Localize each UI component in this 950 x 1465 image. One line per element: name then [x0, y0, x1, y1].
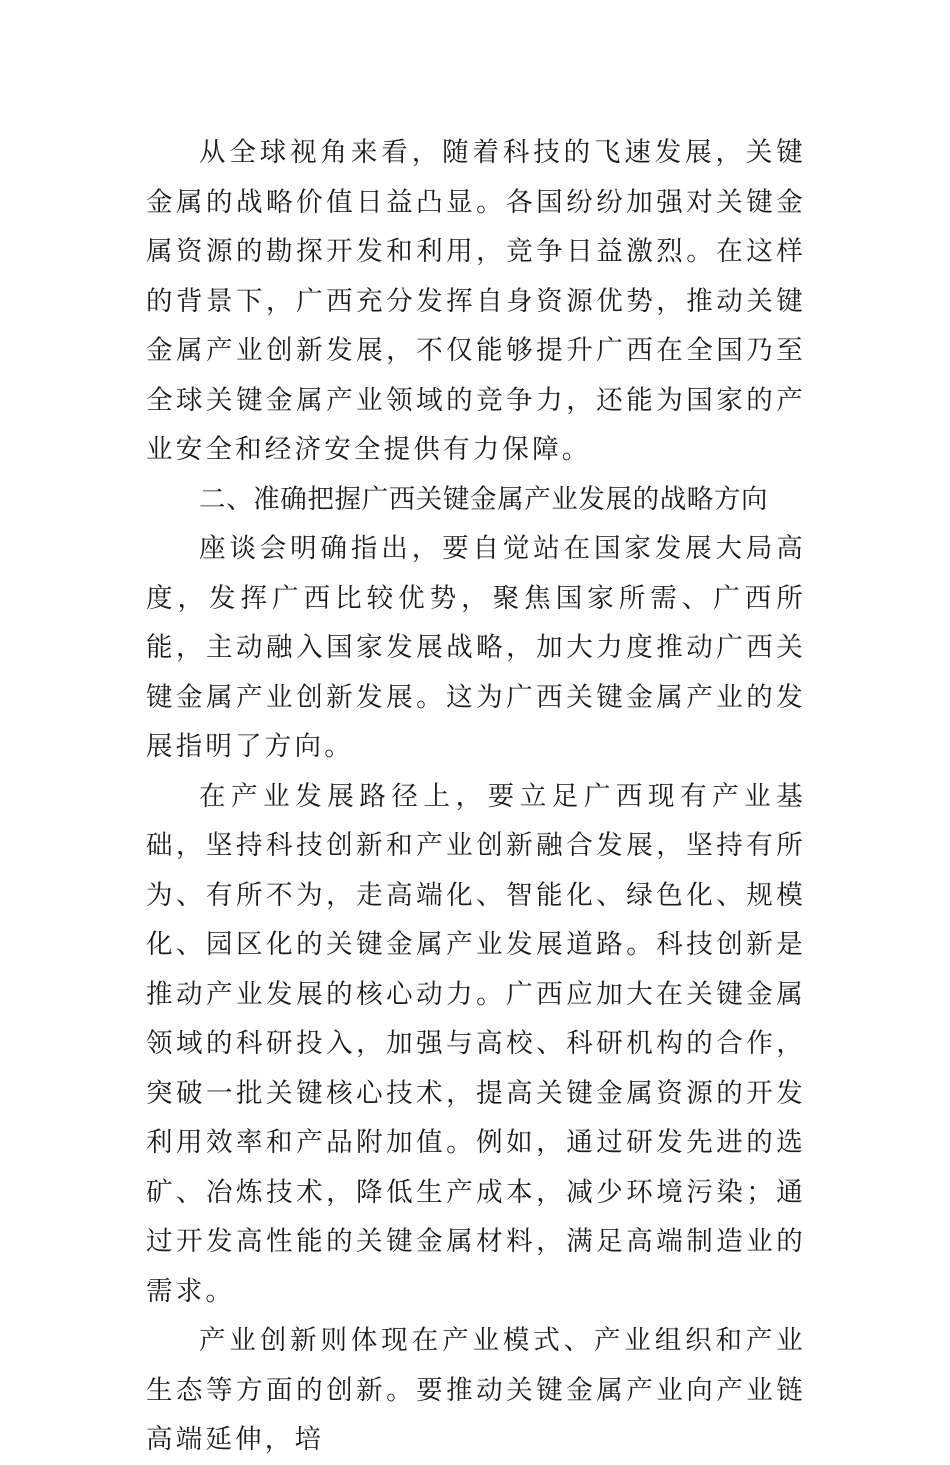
paragraph-industrial-innovation: 产业创新则体现在产业模式、产业组织和产业生态等方面的创新。要推动关键金属产业向产业链高端延伸，培 [146, 1325, 806, 1455]
paragraph-global-perspective: 从全球视角来看，随着科技的飞速发展，关键金属的战略价值日益凸显。各国纷纷加强对关键金属资源的勘探开发和利用，竞争日益激烈。在这样的背景下，广西充分发挥自身资源优势，推动关键金属产业创新发展，不仅能够提升广西在全国乃至全球关键金属产业领域的竞争力，还能为国家的产业安全和经济安全提供有力保障。 [146, 137, 806, 465]
section-heading-strategic-direction: 二、准确把握广西关键金属产业发展的战略方向 [199, 483, 769, 515]
document-page [146, 128, 806, 1465]
paragraph-development-path: 在产业发展路径上，要立足广西现有产业基础，坚持科技创新和产业创新融合发展，坚持有所为、有所不为，走高端化、智能化、绿色化、规模化、园区化的关键金属产业发展道路。科技创新是推动产业发展的核心动力。广西应加大在关键金属领域的科研投入，加强与高校、科研机构的合作，突破一批关键核心技术，提高关键金属资源的开发利用效率和产品附加值。例如，通过研发先进的选矿、冶炼技术，降低生产成本，减少环境污染；通过开发高性能的关键金属材料，满足高端制造业的需求。 [146, 780, 806, 1307]
paragraph-symposium: 座谈会明确指出，要自觉站在国家发展大局高度，发挥广西比较优势，聚焦国家所需、广西所能，主动融入国家发展战略，加大力度推动广西关键金属产业创新发展。这为广西关键金属产业的发展指明了方向。 [146, 533, 806, 762]
